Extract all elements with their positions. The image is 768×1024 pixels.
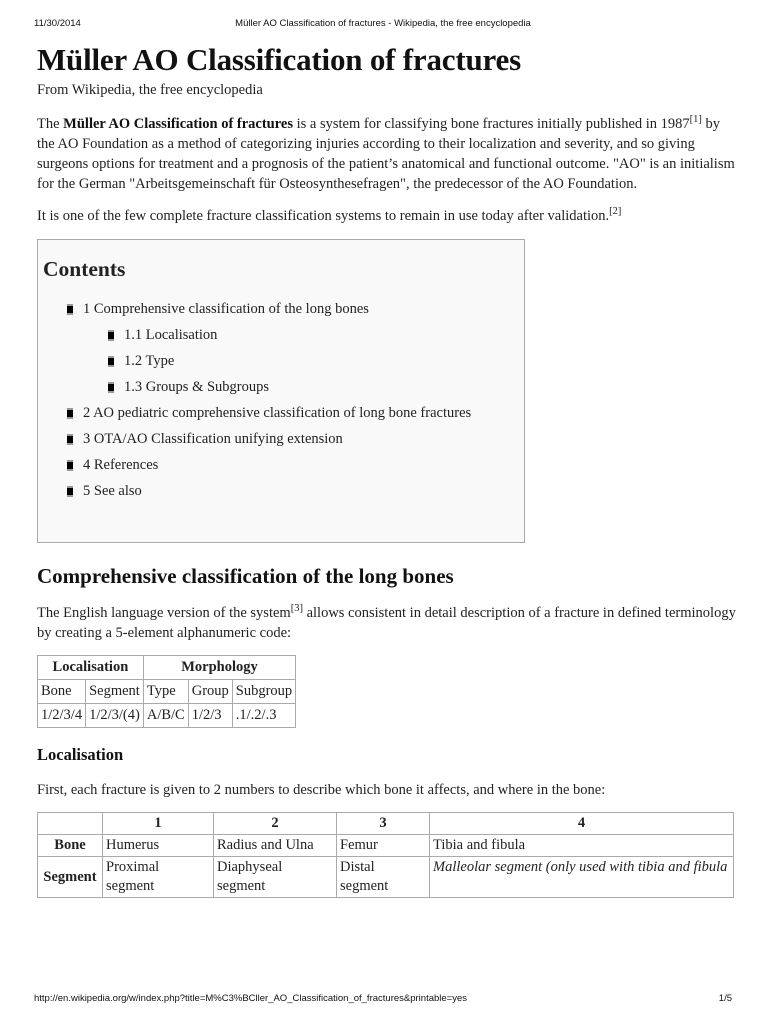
reference-link[interactable]: [1] bbox=[689, 114, 702, 125]
table-header: 1 bbox=[103, 813, 214, 835]
toc-item[interactable] bbox=[43, 374, 510, 400]
code-table bbox=[37, 655, 296, 728]
bullet-icon bbox=[67, 436, 73, 443]
toc-item-label: 1.3 Groups & Subgroups bbox=[124, 379, 270, 395]
table-cell: 1/2/3/(4) bbox=[86, 704, 144, 728]
table-cell: Diaphyseal segment bbox=[214, 857, 337, 898]
table-cell: Segment bbox=[86, 680, 144, 704]
toc-item[interactable] bbox=[43, 322, 510, 348]
system-paragraph bbox=[37, 603, 737, 643]
table-cell: Type bbox=[143, 680, 188, 704]
table-of-contents bbox=[37, 239, 525, 543]
table-header bbox=[38, 813, 103, 835]
bullet-icon bbox=[67, 488, 73, 495]
table-cell: Bone bbox=[38, 680, 86, 704]
article-content bbox=[37, 36, 737, 898]
table-row bbox=[38, 835, 734, 857]
table-cell: Humerus bbox=[103, 835, 214, 857]
toc-item-label: 5 See also bbox=[83, 483, 142, 499]
bullet-icon bbox=[108, 358, 114, 365]
row-header: Segment bbox=[38, 857, 103, 898]
print-page-title: Müller AO Classification of fractures - Wikipedia, the free encyclopedia bbox=[235, 18, 531, 29]
intro-text-1: is a system for classifying bone fractures initially published in 1987 bbox=[293, 116, 690, 132]
table-row bbox=[38, 704, 296, 728]
subsection-heading: Localisation bbox=[37, 745, 124, 764]
reference-link[interactable]: [3] bbox=[290, 603, 303, 614]
intro-paragraph bbox=[37, 114, 737, 194]
table-cell: 1/2/3/4 bbox=[38, 704, 86, 728]
section-heading: Comprehensive classification of the long bones bbox=[37, 564, 454, 588]
table-cell: Femur bbox=[337, 835, 430, 857]
toc-item[interactable] bbox=[43, 452, 510, 478]
toc-item-label: 3 OTA/AO Classification unifying extension bbox=[83, 431, 343, 447]
bullet-icon bbox=[108, 384, 114, 391]
table-cell: Subgroup bbox=[232, 680, 295, 704]
system-text-1: The English language version of the system bbox=[37, 605, 291, 621]
print-date: 11/30/2014 bbox=[34, 18, 81, 29]
print-url: http://en.wikipedia.org/w/index.php?title=M%C3%BCller_AO_Classification_of_fractures&printable=yes bbox=[34, 993, 468, 1004]
table-header: 4 bbox=[430, 813, 734, 835]
table-cell: Group bbox=[188, 680, 232, 704]
bullet-icon bbox=[67, 306, 73, 313]
toc-list bbox=[43, 296, 510, 504]
table-cell: A/B/C bbox=[143, 704, 188, 728]
bullet-icon bbox=[67, 462, 73, 469]
toc-item[interactable] bbox=[43, 478, 510, 504]
validation-paragraph bbox=[37, 206, 737, 226]
table-cell: Proximal segment bbox=[103, 857, 214, 898]
toc-item-label: 1.2 Type bbox=[124, 353, 175, 369]
table-cell: 1/2/3 bbox=[188, 704, 232, 728]
table-header: Localisation bbox=[38, 656, 144, 680]
toc-item[interactable] bbox=[43, 296, 510, 322]
toc-item-label: 4 References bbox=[83, 457, 159, 473]
table-cell: Radius and Ulna bbox=[214, 835, 337, 857]
table-cell: Distal segment bbox=[337, 857, 430, 898]
table-row bbox=[38, 680, 296, 704]
intro-lead: The bbox=[37, 116, 64, 132]
table-header: 3 bbox=[337, 813, 430, 835]
table-row bbox=[38, 857, 734, 898]
bullet-icon bbox=[67, 410, 73, 417]
toc-item[interactable] bbox=[43, 348, 510, 374]
toc-item-label: 1.1 Localisation bbox=[124, 327, 218, 343]
localisation-paragraph: First, each fracture is given to 2 numbers to describe which bone it affects, and where in the bone: bbox=[37, 782, 606, 798]
localisation-table bbox=[37, 812, 734, 898]
toc-heading: Contents bbox=[43, 257, 126, 281]
bullet-icon bbox=[108, 332, 114, 339]
reference-link[interactable]: [2] bbox=[609, 206, 622, 217]
toc-item[interactable] bbox=[43, 426, 510, 452]
toc-item[interactable] bbox=[43, 400, 510, 426]
table-header: 2 bbox=[214, 813, 337, 835]
system-text-2: allows consistent in detail description of a fracture in defined terminology by creating a 5-element alphanumeric code: bbox=[37, 605, 736, 641]
intro-text-2: by the AO Foundation as a method of categorizing injuries according to their localization and severity, and so giving surgeons options for treatment and a prognosis of the patient’s anatomical and functional outcome. "AO" is an initialism for the German "Arbeitsgemeinschaft für Osteosynthesefragen", the predecessor of the AO Foundation. bbox=[37, 116, 735, 192]
site-tagline: From Wikipedia, the free encyclopedia bbox=[37, 82, 263, 98]
table-row bbox=[38, 813, 734, 835]
table-header: Morphology bbox=[143, 656, 295, 680]
page-title: Müller AO Classification of fractures bbox=[37, 42, 521, 77]
print-header bbox=[34, 18, 732, 32]
table-row bbox=[38, 656, 296, 680]
print-page-number: 1/5 bbox=[718, 993, 732, 1004]
table-cell: Malleolar segment (only used with tibia and fibula bbox=[430, 857, 734, 898]
table-cell: Tibia and fibula bbox=[430, 835, 734, 857]
toc-item-label: 2 AO pediatric comprehensive classification of long bone fractures bbox=[83, 405, 472, 421]
validation-text: It is one of the few complete fracture classification systems to remain in use today after validation. bbox=[37, 208, 610, 224]
print-footer bbox=[34, 993, 732, 1007]
table-cell: .1/.2/.3 bbox=[232, 704, 295, 728]
row-header: Bone bbox=[38, 835, 103, 857]
intro-bold-term: Müller AO Classification of fractures bbox=[63, 116, 293, 132]
toc-item-label: 1 Comprehensive classification of the long bones bbox=[83, 301, 369, 317]
